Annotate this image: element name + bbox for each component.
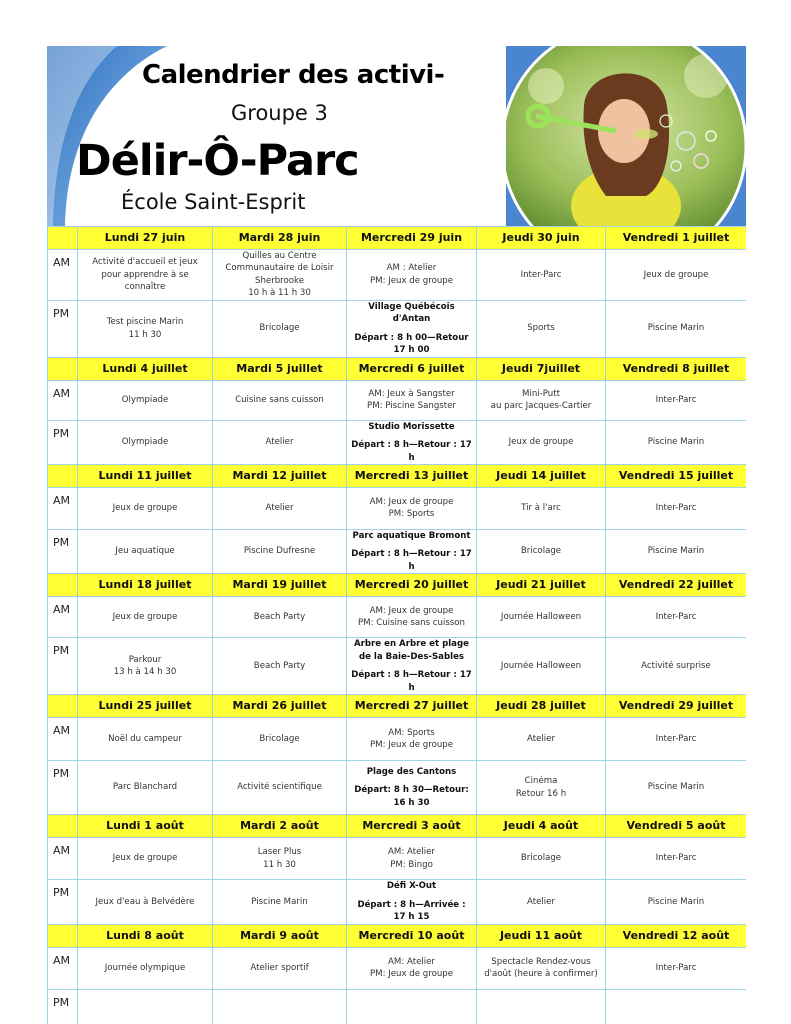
activity-text: Plage des Cantons — [366, 766, 457, 777]
activity-cell — [78, 989, 213, 1024]
activity-cell — [606, 300, 747, 357]
activity-text: AM: Atelier — [388, 847, 435, 858]
school-name: École Saint-Esprit — [121, 190, 306, 214]
header-banner — [47, 46, 746, 226]
activity-text: Atelier sportif — [250, 962, 309, 973]
pm-row — [48, 529, 747, 573]
activity-text: Inter-Parc — [520, 269, 562, 280]
activity-text: Piscine Marin — [647, 546, 705, 557]
activity-cell — [347, 597, 477, 638]
activity-text: Jeux de groupe — [508, 437, 574, 448]
activity-cell — [606, 880, 747, 924]
period-label: AM — [48, 718, 78, 761]
activity-text: PM: Bingo — [390, 859, 433, 870]
activity-text: Beach Party — [253, 612, 306, 623]
activity-cell — [477, 947, 606, 989]
activity-text: Sports — [527, 323, 555, 334]
activity-cell — [347, 947, 477, 989]
am-row — [48, 487, 747, 529]
activity-cell — [606, 838, 747, 880]
activity-cell — [606, 597, 747, 638]
day-header-cell: Lundi 1 août — [78, 815, 213, 838]
activity-cell — [213, 880, 347, 924]
day-header-cell: Lundi 27 juin — [78, 227, 213, 250]
activity-text: Test piscine Marin — [106, 317, 184, 328]
activity-text: 11 h 30 — [263, 859, 296, 870]
pm-row — [48, 880, 747, 924]
activity-text: Bricolage — [520, 853, 562, 864]
day-header-cell: Vendredi 12 août — [606, 924, 747, 947]
day-header-cell: Jeudi 7juillet — [477, 357, 606, 380]
activity-cell — [347, 300, 477, 357]
period-label: AM — [48, 380, 78, 420]
day-header-row — [48, 464, 747, 487]
group-label: Groupe 3 — [231, 101, 328, 125]
period-label: PM — [48, 420, 78, 464]
activity-text: Inter-Parc — [655, 503, 697, 514]
activity-text: Bricolage — [259, 733, 300, 744]
activity-text: Bricolage — [259, 323, 300, 334]
activity-text: AM: Sports — [388, 727, 435, 738]
day-header-cell: Mercredi 20 juillet — [347, 574, 477, 597]
day-header-cell: Mercredi 29 juin — [347, 227, 477, 250]
activity-cell — [347, 420, 477, 464]
activity-text: Cinéma — [524, 776, 558, 787]
am-row — [48, 947, 747, 989]
activity-text: Noël du campeur — [108, 733, 182, 744]
activity-text: Jeux de groupe — [112, 503, 178, 514]
day-header-cell: Mardi 5 juillet — [213, 357, 347, 380]
day-header-cell: Mardi 2 août — [213, 815, 347, 838]
period-label: PM — [48, 300, 78, 357]
activity-cell — [78, 880, 213, 924]
activity-text: Jeux de groupe — [112, 853, 178, 864]
activity-cell — [606, 250, 747, 301]
day-header-row — [48, 357, 747, 380]
activity-text: AM: Jeux de groupe — [369, 497, 454, 508]
day-header-cell: Vendredi 15 juillet — [606, 464, 747, 487]
activity-cell — [78, 380, 213, 420]
activity-cell — [213, 487, 347, 529]
activity-cell — [606, 989, 747, 1024]
day-header-cell: Mardi 19 juillet — [213, 574, 347, 597]
am-row — [48, 380, 747, 420]
activity-text: Atelier — [527, 733, 555, 744]
activity-text: Journée olympique — [104, 962, 186, 973]
day-header-cell: Mercredi 10 août — [347, 924, 477, 947]
activity-text: Activité surprise — [641, 661, 711, 672]
day-header-row — [48, 227, 747, 250]
activity-text: Village Québécois d'Antan — [368, 301, 455, 325]
activity-cell — [213, 989, 347, 1024]
activity-cell — [213, 761, 347, 815]
activity-cell — [78, 638, 213, 695]
day-header-cell: Mardi 12 juillet — [213, 464, 347, 487]
activity-cell — [347, 718, 477, 761]
activity-cell — [477, 529, 606, 573]
activity-text: Piscine Marin — [647, 782, 705, 793]
period-label: PM — [48, 529, 78, 573]
activity-calendar-table — [47, 226, 746, 1024]
activity-cell — [606, 380, 747, 420]
corner-cell — [48, 574, 78, 597]
activity-text: Inter-Parc — [655, 733, 697, 744]
activity-cell — [213, 420, 347, 464]
day-header-cell: Vendredi 29 juillet — [606, 695, 747, 718]
activity-text: PM: Jeux de groupe — [369, 969, 454, 980]
corner-cell — [48, 227, 78, 250]
day-header-row — [48, 815, 747, 838]
activity-cell — [477, 718, 606, 761]
activity-cell — [477, 638, 606, 695]
day-header-cell: Mardi 26 juillet — [213, 695, 347, 718]
activity-cell — [347, 638, 477, 695]
activity-cell — [477, 838, 606, 880]
activity-text: Atelier — [527, 896, 555, 907]
activity-cell — [78, 529, 213, 573]
activity-text: Atelier — [265, 437, 294, 448]
day-header-cell: Lundi 11 juillet — [78, 464, 213, 487]
activity-text: Inter-Parc — [655, 394, 697, 405]
activity-text: 10 h à 11 h 30 — [248, 288, 311, 299]
period-label: AM — [48, 487, 78, 529]
activity-cell — [477, 420, 606, 464]
activity-cell — [606, 420, 747, 464]
activity-cell — [347, 989, 477, 1024]
period-label: PM — [48, 761, 78, 815]
period-label: PM — [48, 989, 78, 1024]
activity-cell — [606, 947, 747, 989]
activity-text: Parkour — [128, 654, 162, 665]
activity-text: Olympiade — [121, 437, 169, 448]
activity-cell — [78, 487, 213, 529]
activity-cell — [78, 300, 213, 357]
activity-text: Atelier — [265, 503, 294, 514]
day-header-cell: Mercredi 13 juillet — [347, 464, 477, 487]
activity-cell — [477, 597, 606, 638]
day-header-cell: Vendredi 8 juillet — [606, 357, 747, 380]
activity-cell — [78, 947, 213, 989]
activity-cell — [606, 638, 747, 695]
activity-text: Départ : 8 h—Retour : 17 h — [351, 440, 472, 463]
activity-cell — [78, 761, 213, 815]
activity-text: Parc Blanchard — [112, 782, 178, 793]
activity-cell — [347, 250, 477, 301]
pm-row — [48, 989, 747, 1024]
activity-cell — [477, 300, 606, 357]
period-label: PM — [48, 638, 78, 695]
activity-cell — [213, 597, 347, 638]
activity-text: Jeux de groupe — [112, 612, 178, 623]
activity-text: Inter-Parc — [655, 853, 697, 864]
activity-text: Jeux d'eau à Belvédère — [95, 896, 195, 907]
am-row — [48, 838, 747, 880]
activity-text: Piscine Marin — [647, 896, 705, 907]
day-header-cell: Vendredi 5 août — [606, 815, 747, 838]
activity-text: Jeux de groupe — [643, 269, 709, 280]
activity-text: PM: Piscine Sangster — [367, 401, 456, 412]
day-header-row — [48, 574, 747, 597]
activity-text: Piscine Marin — [647, 323, 705, 334]
activity-text: au parc Jacques-Cartier — [490, 401, 592, 412]
activity-cell — [606, 761, 747, 815]
day-header-cell: Jeudi 4 août — [477, 815, 606, 838]
day-header-cell: Lundi 25 juillet — [78, 695, 213, 718]
activity-text: Arbre en Arbre et plage de la Baie-Des-Sables — [354, 639, 469, 662]
period-label: AM — [48, 838, 78, 880]
pm-row — [48, 761, 747, 815]
activity-text: Studio Morissette — [368, 421, 455, 432]
activity-text: PM: Sports — [388, 509, 435, 520]
activity-text: Laser Plus — [257, 847, 302, 858]
day-header-cell: Mercredi 27 juillet — [347, 695, 477, 718]
activity-text: Activité scientifique — [237, 782, 322, 793]
activity-cell — [606, 487, 747, 529]
day-header-cell: Vendredi 1 juillet — [606, 227, 747, 250]
activity-text: AM: Atelier — [388, 956, 435, 967]
activity-cell — [78, 250, 213, 301]
day-header-cell: Jeudi 11 août — [477, 924, 606, 947]
activity-text: Olympiade — [121, 394, 169, 405]
activity-cell — [213, 300, 347, 357]
day-header-cell: Mercredi 6 juillet — [347, 357, 477, 380]
am-row — [48, 718, 747, 761]
day-header-cell: Vendredi 22 juillet — [606, 574, 747, 597]
activity-cell — [477, 250, 606, 301]
corner-cell — [48, 357, 78, 380]
calendar-title: Calendrier des activi- — [142, 60, 445, 90]
activity-cell — [213, 380, 347, 420]
activity-cell — [477, 487, 606, 529]
activity-text: Départ : 8 h—Arrivée : 17 h 15 — [357, 899, 466, 923]
activity-cell — [606, 718, 747, 761]
activity-text: Retour 16 h — [515, 788, 567, 799]
corner-cell — [48, 815, 78, 838]
calendar-page — [47, 46, 746, 1024]
activity-text: Inter-Parc — [655, 962, 697, 973]
pm-row — [48, 420, 747, 464]
activity-text: Départ : 8 h 00—Retour 17 h 00 — [354, 332, 469, 356]
period-label: AM — [48, 250, 78, 301]
day-header-cell: Mardi 9 août — [213, 924, 347, 947]
activity-text: Piscine Marin — [647, 437, 705, 448]
activity-text: Cuisine sans cuisson — [235, 394, 324, 405]
activity-text: Défi X-Out — [386, 881, 437, 892]
activity-cell — [347, 380, 477, 420]
activity-text: Activité d'accueil et jeux pour apprendre à se connaître — [92, 257, 198, 293]
activity-cell — [347, 529, 477, 573]
activity-text: Tir à l'arc — [521, 503, 561, 514]
day-header-row — [48, 924, 747, 947]
day-header-cell: Lundi 8 août — [78, 924, 213, 947]
corner-cell — [48, 924, 78, 947]
activity-text: Beach Party — [253, 661, 306, 672]
activity-text: Piscine Marin — [251, 896, 308, 907]
day-header-cell: Jeudi 14 juillet — [477, 464, 606, 487]
activity-text: Spectacle Rendez-vous d'août (heure à confirmer) — [484, 956, 598, 980]
day-header-cell: Mardi 28 juin — [213, 227, 347, 250]
activity-cell — [213, 718, 347, 761]
activity-cell — [213, 638, 347, 695]
activity-text: Départ: 8 h 30—Retour: 16 h 30 — [354, 785, 469, 808]
activity-cell — [78, 597, 213, 638]
day-header-cell: Lundi 18 juillet — [78, 574, 213, 597]
activity-text: AM : Atelier — [386, 263, 437, 274]
activity-cell — [213, 529, 347, 573]
activity-cell — [477, 380, 606, 420]
period-label: AM — [48, 947, 78, 989]
day-header-row — [48, 695, 747, 718]
activity-text: Journée Halloween — [500, 661, 582, 672]
activity-cell — [347, 880, 477, 924]
activity-text: Journée Halloween — [500, 612, 582, 623]
activity-text: 13 h à 14 h 30 — [113, 667, 177, 678]
girl-blowing-bubbles-photo — [506, 46, 746, 226]
activity-text: 11 h 30 — [128, 329, 162, 340]
am-row — [48, 597, 747, 638]
activity-cell — [213, 838, 347, 880]
activity-text: Quilles au Centre Communautaire de Loisir Sherbrooke — [225, 251, 334, 286]
activity-text: Piscine Dufresne — [243, 546, 316, 557]
activity-text: PM: Cuisine sans cuisson — [357, 618, 465, 629]
day-header-cell: Jeudi 30 juin — [477, 227, 606, 250]
activity-text: Mini-Putt — [522, 388, 560, 399]
activity-cell — [347, 838, 477, 880]
activity-cell — [477, 761, 606, 815]
period-label: PM — [48, 880, 78, 924]
activity-cell — [477, 880, 606, 924]
pm-row — [48, 638, 747, 695]
day-header-cell: Jeudi 21 juillet — [477, 574, 606, 597]
activity-text: AM: Jeux de groupe — [369, 605, 454, 616]
am-row — [48, 250, 747, 301]
day-header-cell: Jeudi 28 juillet — [477, 695, 606, 718]
period-label: AM — [48, 597, 78, 638]
activity-cell — [477, 989, 606, 1024]
activity-cell — [606, 529, 747, 573]
corner-cell — [48, 464, 78, 487]
activity-text: Inter-Parc — [655, 612, 697, 623]
activity-cell — [78, 718, 213, 761]
park-name: Délir-Ô-Parc — [76, 136, 359, 186]
activity-text: Jeu aquatique — [115, 546, 175, 557]
activity-cell — [78, 420, 213, 464]
activity-cell — [78, 838, 213, 880]
activity-text: Départ : 8 h—Retour : 17 h — [351, 670, 472, 693]
activity-text: Parc aquatique Bromont — [352, 530, 471, 541]
activity-cell — [347, 487, 477, 529]
activity-text: Bricolage — [520, 546, 562, 557]
activity-cell — [213, 947, 347, 989]
day-header-cell: Lundi 4 juillet — [78, 357, 213, 380]
pm-row — [48, 300, 747, 357]
activity-text: PM: Jeux de groupe — [369, 740, 454, 751]
activity-cell — [347, 761, 477, 815]
activity-text: Départ : 8 h—Retour : 17 h — [351, 549, 472, 572]
activity-text: PM: Jeux de groupe — [369, 275, 454, 286]
activity-text: AM: Jeux à Sangster — [368, 388, 455, 399]
day-header-cell: Mercredi 3 août — [347, 815, 477, 838]
corner-cell — [48, 695, 78, 718]
activity-cell — [213, 250, 347, 301]
